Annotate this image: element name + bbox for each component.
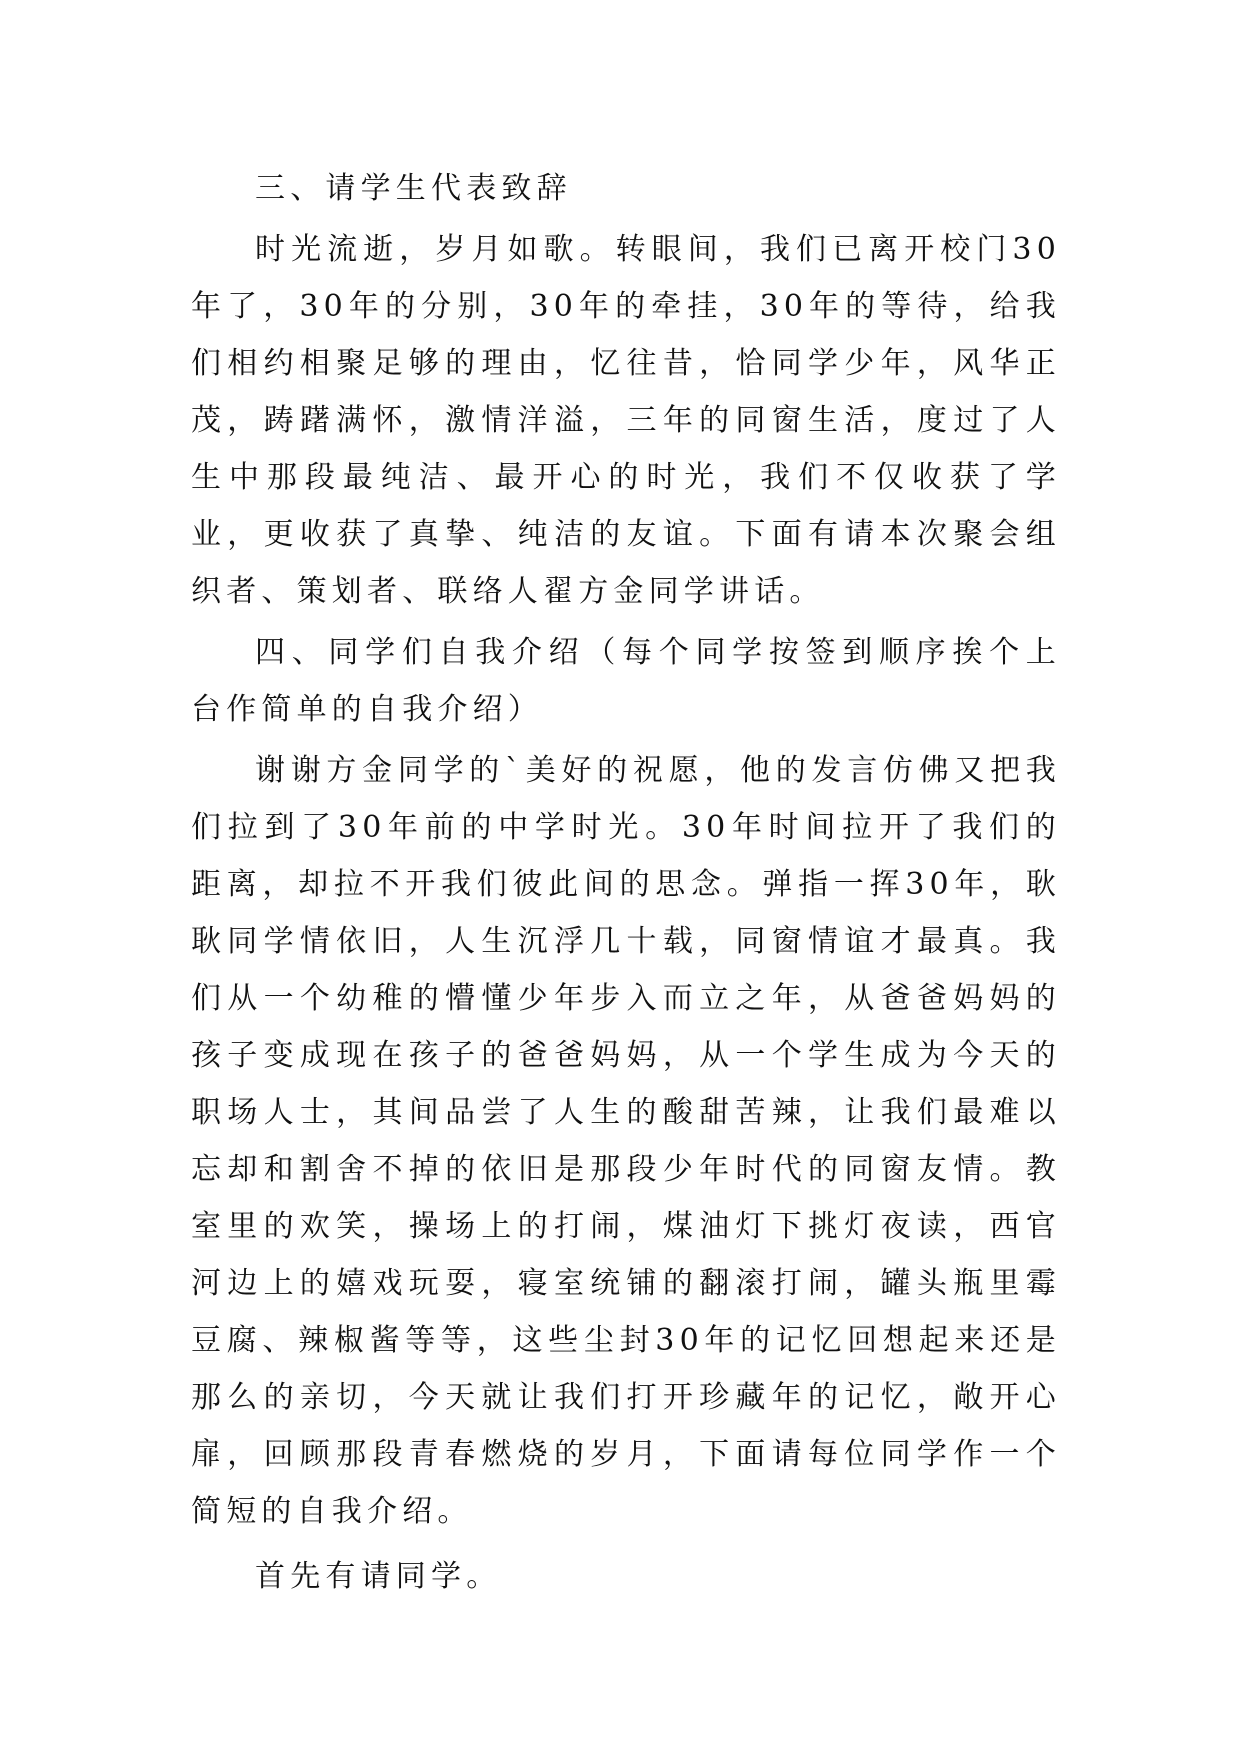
document-body <box>191 160 1061 1605</box>
section-4-heading: 四、同学们自我介绍（每个同学按签到顺序挨个上台作简单的自我介绍） <box>191 635 1061 727</box>
section-3-heading: 三、请学生代表致辞 <box>255 171 572 206</box>
section-4-paragraph: 谢谢方金同学的`美好的祝愿，他的发言仿佛又把我们拉到了30年前的中学时光。30年时间拉开了我们的距离，却拉不开我们彼此间的思念。弹指一挥30年，耿耿同学情依旧，人生沉浮几十载，同窗情谊才最真。我们从一个幼稚的懵懂少年步入而立之年，从爸爸妈妈的孩子变成现在孩子的爸爸妈妈，从一个学生成为今天的职场人士，其间品尝了人生的酸甜苦辣，让我们最难以忘却和割舍不掉的依旧是那段少年时代的同窗友情。教室里的欢笑，操场上的打闹，煤油灯下挑灯夜读，西官河边上的嬉戏玩耍，寝室统铺的翻滚打闹，罐头瓶里霉豆腐、辣椒酱等等，这些尘封30年的记忆回想起来还是那么的亲切，今天就让我们打开珍藏年的记忆，敞开心扉，回顾那段青春燃烧的岁月，下面请每位同学作一个简短的自我介绍。 <box>191 753 1061 1529</box>
section-3-paragraph: 时光流逝，岁月如歌。转眼间，我们已离开校门30年了，30年的分别，30年的牵挂，30年的等待，给我们相约相聚足够的理由，忆往昔，恰同学少年，风华正茂，踌躇满怀，激情洋溢，三年的同窗生活，度过了人生中那段最纯洁、最开心的时光，我们不仅收获了学业，更收获了真挚、纯洁的友谊。下面有请本次聚会组织者、策划者、联络人翟方金同学讲话。 <box>191 232 1061 609</box>
closing-line: 首先有请同学。 <box>255 1559 502 1594</box>
